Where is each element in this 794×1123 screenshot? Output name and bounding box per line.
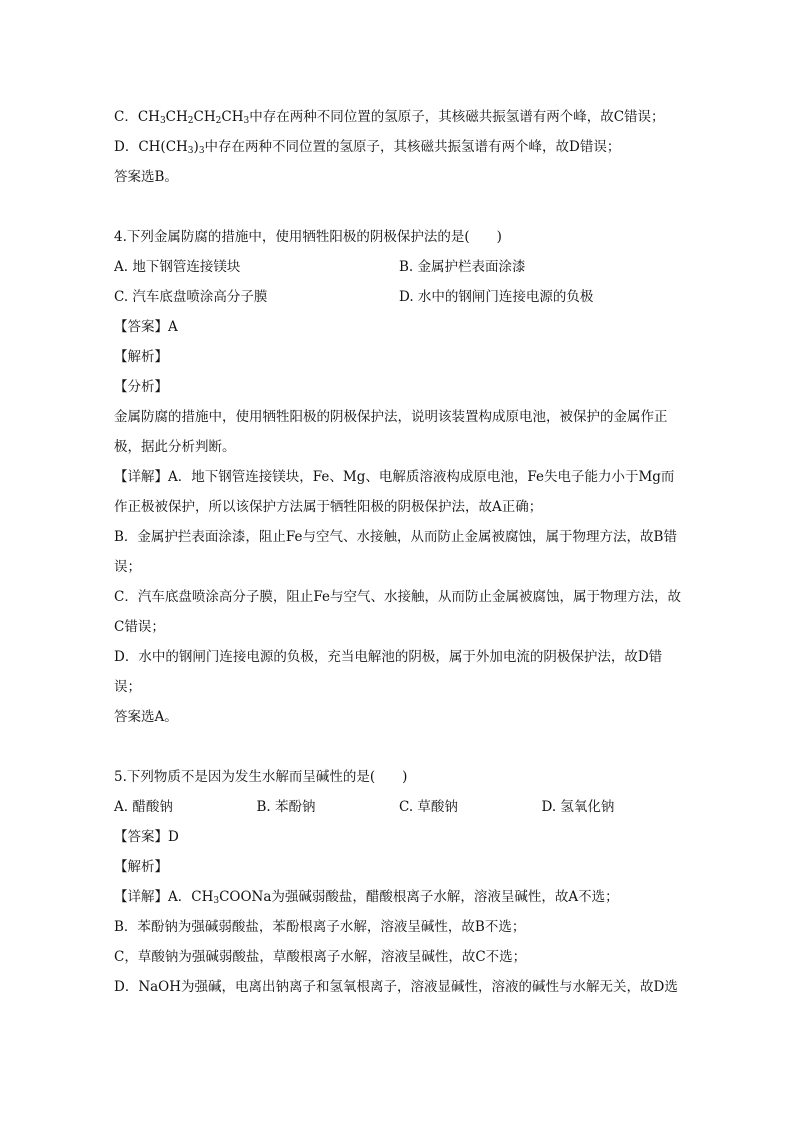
q5-detail-d: D．NaOH为强碱，电离出钠离子和氢氧根离子，溶液显碱性，溶液的碱性与水解无关，故D选 bbox=[114, 979, 678, 995]
q4-detail-c: C．汽车底盘喷涂高分子膜，阻止Fe与空气、水接触，从而防止金属被腐蚀，属于物理方法，故C错误； bbox=[114, 589, 681, 635]
q4-jiexi-heading: 【解析】 bbox=[114, 349, 168, 365]
q4-options-row-1 bbox=[114, 252, 684, 282]
q5-answer: 【答案】D bbox=[114, 829, 179, 845]
prev-final-answer: 答案选B。 bbox=[114, 169, 178, 185]
q4-option-a: A. 地下钢管连接镁块 bbox=[114, 259, 241, 275]
q5-option-a: A. 醋酸钠 bbox=[114, 799, 173, 815]
spacer bbox=[114, 192, 684, 222]
q4-option-b: B. 金属护栏表面涂漆 bbox=[399, 259, 526, 275]
q5-options-row bbox=[114, 792, 684, 822]
q4-detail-b: B．金属护拦表面涂漆，阻止Fe与空气、水接触，从而防止金属被腐蚀，属于物理方法，故B错误； bbox=[114, 529, 677, 575]
text-run: CH bbox=[193, 109, 216, 125]
q5-stem: 5.下列物质不是因为发生水解而呈碱性的是( ) bbox=[114, 769, 408, 785]
q4-answer: 【答案】A bbox=[114, 319, 178, 335]
subscript: 2 bbox=[187, 116, 194, 126]
text-run: CH bbox=[221, 109, 244, 125]
q4-fenxi-text: 金属防腐的措施中，使用牺牲阳极的阴极保护法，说明该装置构成原电池，被保护的金属作正极，据此分析判断。 bbox=[114, 409, 668, 455]
q5-option-c: C. 草酸钠 bbox=[399, 799, 458, 815]
text-run: COONa为强碱弱酸盐，醋酸根离子水解，溶液呈碱性，故A不选； bbox=[219, 889, 619, 905]
q4-fenxi-heading: 【分析】 bbox=[114, 379, 168, 395]
text-run: 中存在两种不同位置的氢原子，其核磁共振氢谱有两个峰，故D错误； bbox=[204, 139, 621, 155]
q5-detail-a bbox=[114, 882, 684, 912]
q5-option-b: B. 苯酚钠 bbox=[256, 799, 316, 815]
q5-detail-b: B．苯酚钠为强碱弱酸盐，苯酚根离子水解，溶液呈碱性，故B不选； bbox=[114, 919, 526, 935]
prev-option-c-explanation bbox=[114, 102, 684, 132]
subscript: 3 bbox=[187, 146, 194, 156]
text-run: 【详解】A．CH bbox=[114, 889, 214, 905]
q5-jiexi-heading: 【解析】 bbox=[114, 859, 168, 875]
subscript: 3 bbox=[243, 116, 250, 126]
prev-option-d-explanation bbox=[114, 132, 684, 162]
q4-stem: 4.下列金属防腐的措施中，使用牺牲阳极的阴极保护法的是( ) bbox=[114, 229, 502, 245]
q4-options-row-2 bbox=[114, 282, 684, 312]
subscript: 3 bbox=[198, 146, 205, 156]
q5-detail-c: C，草酸钠为强碱弱酸盐，草酸根离子水解，溶液呈碱性，故C不选； bbox=[114, 949, 527, 965]
q5-option-d: D. 氢氧化钠 bbox=[541, 799, 615, 815]
text-run: CH bbox=[165, 109, 188, 125]
text-run: D．CH(CH bbox=[114, 139, 188, 155]
text-run: ) bbox=[193, 139, 199, 155]
q4-detail-d: D．水中的钢闸门连接电源的负极，充当电解池的阴极，属于外加电流的阴极保护法，故D错误； bbox=[114, 649, 663, 695]
q4-option-d: D. 水中的钢闸门连接电源的负极 bbox=[399, 289, 594, 305]
subscript: 3 bbox=[159, 116, 166, 126]
subscript: 2 bbox=[215, 116, 222, 126]
subscript: 3 bbox=[213, 896, 220, 906]
q4-final-answer: 答案选A。 bbox=[114, 709, 178, 725]
text-run: C．CH bbox=[114, 109, 160, 125]
spacer bbox=[114, 732, 684, 762]
document-body bbox=[114, 102, 684, 1002]
q4-detail-a: 【详解】A．地下钢管连接镁块，Fe、Mg、电解质溶液构成原电池，Fe失电子能力小于Mg而作正极被保护，所以该保护方法属于牺牲阳极的阴极保护法，故A正确； bbox=[114, 469, 675, 515]
q4-option-c: C. 汽车底盘喷涂高分子膜 bbox=[114, 289, 268, 305]
text-run: 中存在两种不同位置的氢原子，其核磁共振氢谱有两个峰，故C错误； bbox=[249, 109, 665, 125]
